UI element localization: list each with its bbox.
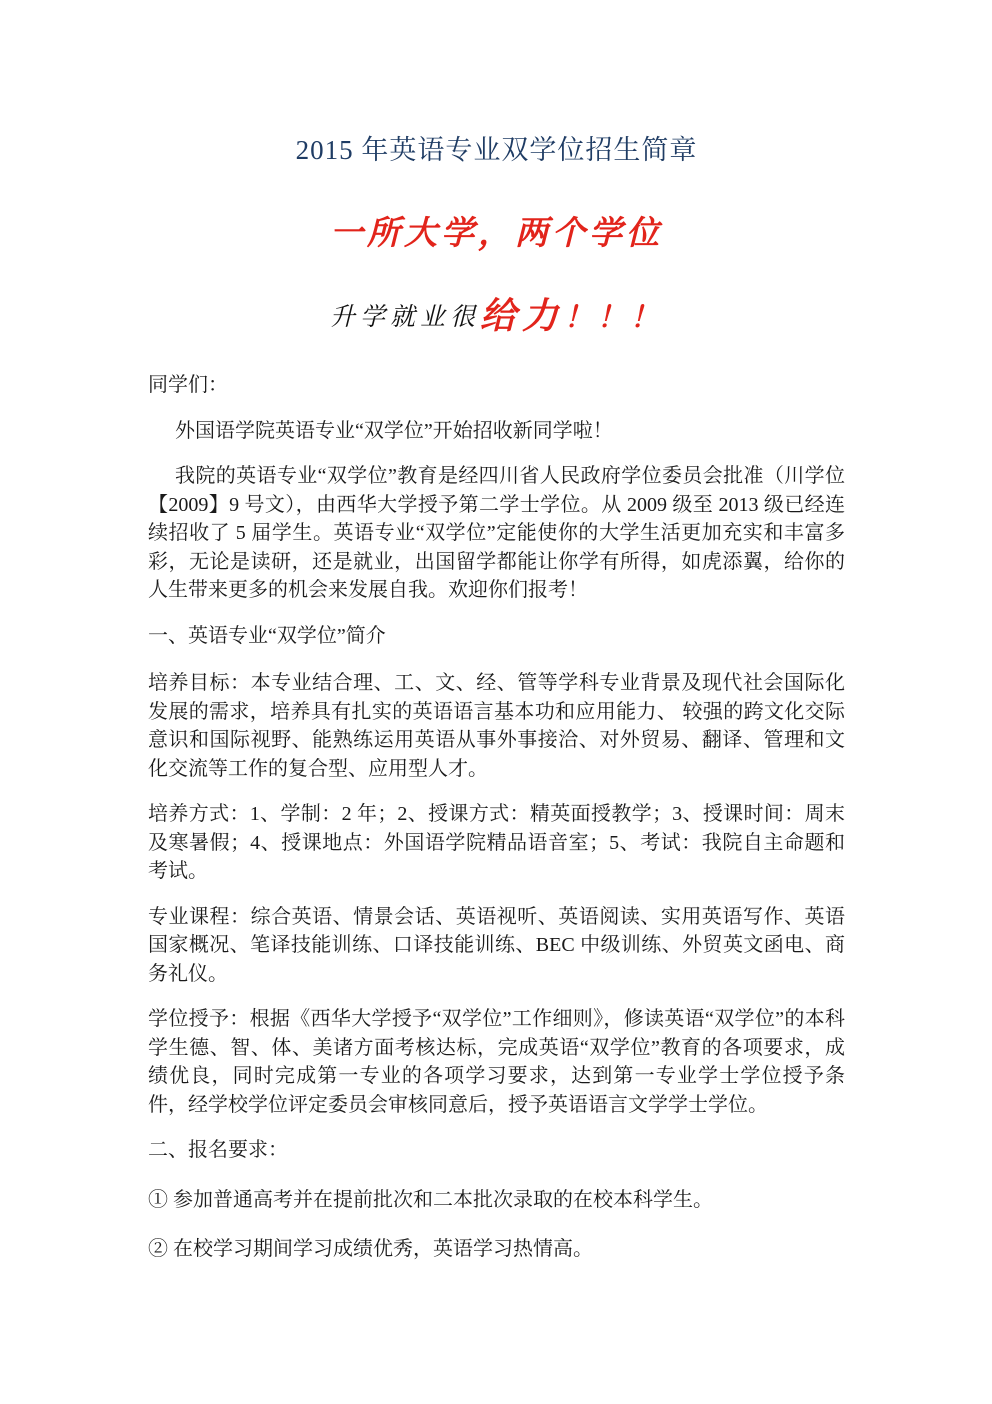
slogan-line-2 [148, 288, 845, 339]
slogan-line-2-exclamations: ！！！ [564, 302, 664, 334]
slogan-line-1: 一所大学，两个学位 [330, 216, 663, 252]
courses-paragraph: 专业课程：综合英语、情景会话、英语视听、英语阅读、实用英语写作、英语国家概况、笔译技能训练、口译技能训练、BEC 中级训练、外贸英文函电、商务礼仪。 [148, 905, 845, 985]
training-goal-paragraph: 培养目标：本专业结合理、工、文、经、管等学科专业背景及现代社会国际化发展的需求，培养具有扎实的英语语言基本功和应用能力、 较强的跨文化交际意识和国际视野、能熟练运用英语从事外事接洽、对外贸易、翻译、管理和文化交流等工作的复合型、应用型人才。 [148, 672, 845, 780]
salutation: 同学们： [148, 374, 228, 396]
announcement-paragraph: 外国语学院英语专业“双学位”开始招收新同学啦！ [175, 419, 613, 442]
section2-heading: 二、报名要求： [148, 1139, 288, 1161]
training-method-paragraph: 培养方式：1、学制：2 年；2、授课方式：精英面授教学；3、授课时间：周末及寒暑假；4、授课地点：外国语学院精品语音室；5、考试：我院自主命题和考试。 [148, 803, 845, 882]
intro-paragraph: 我院的英语专业“双学位”教育是经四川省人民政府学位委员会批准（川学位【2009】9 号文），由西华大学授予第二学士学位。从 2009 级至 2013 级已经连续招收了 5 届学生。英语专业“双学位”定能使你的大学生活更加充实和丰富多彩，无论是读研，还是就业，出国留学都能让你学有所得，如虎添翼，给你的人生带来更多的机会来发展自我。欢迎你们报考！ [148, 465, 845, 601]
slogan-line-2-prefix: 升学就业很 [329, 304, 480, 331]
slogan-line-2-highlight: 给力 [479, 296, 564, 336]
requirement-item-2: ② 在校学习期间学习成绩优秀，英语学习热情高。 [148, 1238, 593, 1260]
document-body [148, 371, 845, 1264]
requirement-item-1: ① 参加普通高考并在提前批次和二本批次录取的在校本科学生。 [148, 1188, 713, 1211]
section1-heading: 一、英语专业“双学位”简介 [148, 624, 386, 647]
document-title: 2015 年英语专业双学位招生简章 [295, 135, 698, 165]
degree-award-paragraph: 学位授予：根据《西华大学授予“双学位”工作细则》，修读英语“双学位”的本科学生德、智、体、美诸方面考核达标，完成英语“双学位”教育的各项要求，成绩优良，同时完成第一专业的各项学习要求，达到第一专业学士学位授予条件，经学校学位评定委员会审核同意后，授予英语语言文学学士学位。 [148, 1008, 845, 1116]
